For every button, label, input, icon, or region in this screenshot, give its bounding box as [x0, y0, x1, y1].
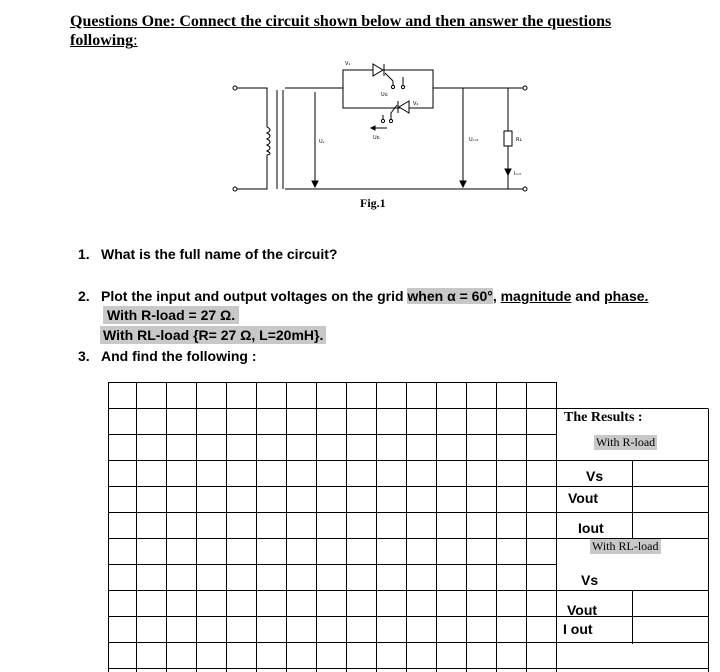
results-vout-1: Vout: [568, 490, 599, 506]
results-rl-load: With RL-load: [592, 539, 659, 553]
question-2-phase: phase.: [604, 288, 649, 304]
results-vs-2: Vs: [581, 572, 599, 588]
question-2-text: [101, 287, 648, 305]
results-heading: The Results :: [564, 410, 643, 425]
figure-caption: Fig.1: [360, 196, 386, 210]
label-rl: Rʟ: [516, 137, 523, 143]
question-title-text: Questions One: Connect the circuit shown below and then answer the questions following: [70, 13, 612, 49]
results-iout-2: I out: [563, 621, 593, 637]
results-vs-1: Vs: [586, 468, 604, 484]
question-3-number: 3.: [78, 348, 90, 364]
label-us: Uₛ: [319, 139, 325, 145]
question-2-alpha: when α = 60°: [407, 288, 493, 304]
question-2-number: 2.: [78, 288, 90, 304]
label-ug-top: Uɢ: [381, 92, 388, 98]
question-2-part-e: and: [571, 288, 605, 304]
circuit-diagram: [225, 55, 545, 195]
question-title-colon: :: [133, 32, 138, 49]
question-2-part-a: Plot the input and output voltages on the grid: [101, 288, 408, 304]
question-2-sub2: With RL-load {R= 27 Ω, L=20mH}.: [100, 326, 326, 344]
question-1-text: What is the full name of the circuit?: [101, 246, 338, 262]
question-3-text: And find the following :: [101, 348, 257, 364]
label-iout: Iₒᵤₜ: [514, 171, 522, 177]
question-2-part-c: ,: [492, 288, 501, 304]
results-iout-1: Iout: [578, 520, 604, 536]
label-v2: V₂: [413, 101, 419, 107]
label-ug-bottom: Uɢ: [373, 135, 380, 141]
results-vout-2: Vout: [567, 602, 598, 618]
results-r-load: With R-load: [596, 435, 656, 449]
question-2-magnitude: magnitude: [500, 288, 572, 304]
question-2-sub1: With R-load = 27 Ω.: [103, 306, 239, 324]
question-title: [70, 12, 660, 50]
question-1-number: 1.: [78, 246, 90, 262]
label-uout: Uₒᵤₜ: [469, 137, 479, 143]
label-v1: V₁: [345, 61, 351, 67]
